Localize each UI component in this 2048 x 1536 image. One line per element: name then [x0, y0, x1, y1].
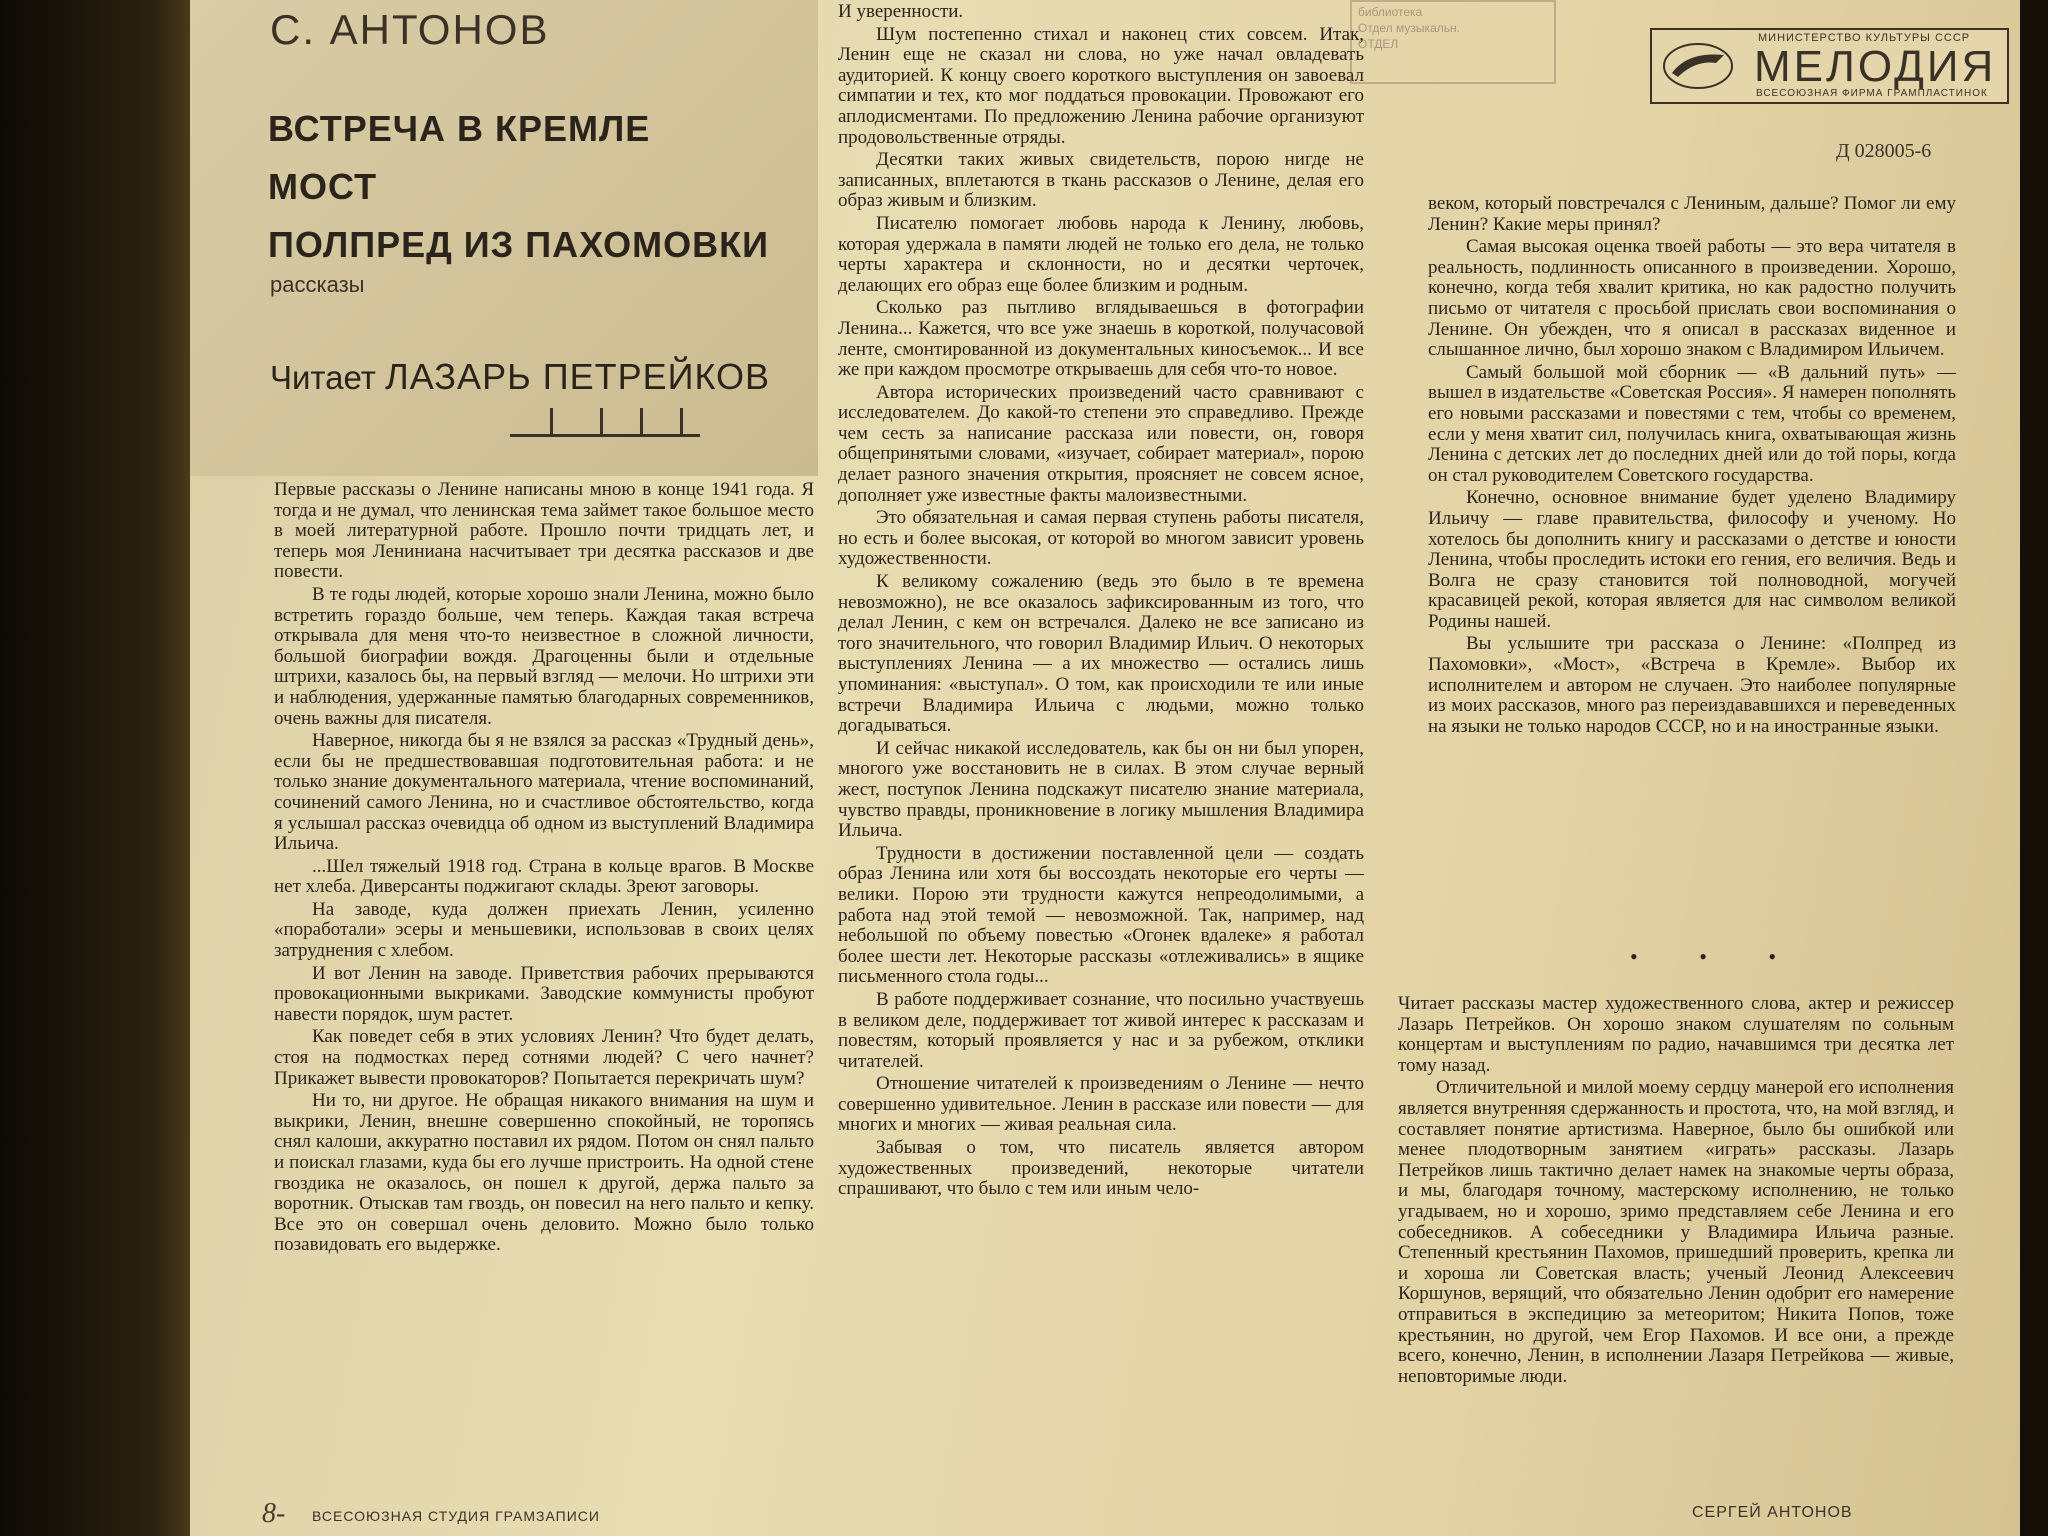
catalog-number: Д 028005-6: [1836, 140, 1932, 162]
paragraph: Конечно, основное внимание будет уделено Владимиру Ильичу — главе правительства, философу и ученому. Но хотелось бы дополнить книгу и рассказами о детстве и юности Ленина, чтобы проследить истоки его гения, его величия. Ведь и Волга не сразу становится той полноводной, могучей красавицей рекой, которая является для нас символом великой Родины нашей.: [1428, 487, 1956, 632]
tick-mark: [680, 408, 683, 434]
author-signature: СЕРГЕЙ АНТОНОВ: [1692, 1504, 1853, 1521]
melodiya-label: [1650, 28, 2009, 104]
studio-credit: ВСЕСОЮЗНАЯ СТУДИЯ ГРАМЗАПИСИ: [312, 1508, 600, 1524]
reader-name: ЛАЗАРЬ ПЕТРЕЙКОВ: [385, 356, 771, 397]
text-column-3-lower: [1398, 994, 1954, 1389]
author-name: С. АНТОНОВ: [270, 6, 550, 53]
text-column-2: [838, 2, 1364, 1202]
stamp-line: ОТДЕЛ: [1358, 37, 1399, 51]
section-separator: • • •: [1630, 944, 1805, 969]
title-panel: [190, 0, 818, 476]
paragraph: Шум постепенно стихал и наконец стих совсем. Итак, Ленин еще не сказал ни слова, но уже начал овладевать аудиторией. К концу своего короткого выступления он завоевал симпатии и тех, кто мог поддаться провокации. Провожают его аплодисментами. По предложению Ленина рабочие организуют продовольственные отряды.: [838, 23, 1364, 148]
text-column-3: [1428, 194, 1956, 739]
paragraph: Самый большой мой сборник — «В дальний путь» — вышел в издательстве «Советская Россия». Я намерен пополнять его новыми рассказами и повестями с тем, чтобы со временем, если у меня хватит сил, получилась книга, охватывающая жизнь Ленина с детских лет до последних дней или до той поры, когда он стал руководителем Советского государства.: [1428, 361, 1956, 486]
paragraph: К великому сожалению (ведь это было в те времена невозможно), не все оказалось зафиксированным из того, что делал Ленин, с кем он встречался. Далеко не все записано из того значительного, что говорил Владимир Ильич. О некоторых выступлениях Ленина — а их множество — остались лишь упоминания: «выступал». О том, как происходили те или иные встречи Владимира Ильича с людьми, можно только догадываться.: [838, 571, 1364, 737]
title-3: ПОЛПРЕД ИЗ ПАХОМОВКИ: [268, 224, 770, 265]
paragraph: В работе поддерживает сознание, что посильно участвуешь в великом деле, поддерживает тот живой интерес к рассказам и повестям, который проявляется у нас и за рубежом, отклики читателей.: [838, 988, 1364, 1072]
paragraph: В те годы людей, которые хорошо знали Ленина, можно было встретить гораздо больше, чем теперь. Каждая такая встреча открывала для меня что-то неизвестное в сложной личности, большой биографии вождя. Драгоценны были и отдельные штрихи, казалось бы, на первый взгляд — мелочи. Но штрихи эти и наблюдения, удержанные памятью благодарных современников, очень важны для писателя.: [274, 583, 814, 729]
label-firm: ВСЕСОЮЗНАЯ ФИРМА ГРАМПЛАСТИНОК: [1756, 88, 1988, 99]
tick-mark: [600, 408, 603, 434]
tick-mark: [640, 408, 643, 434]
paragraph: Читает рассказы мастер художественного слова, актер и режиссер Лазарь Петрейков. Он хорошо знаком слушателям по сольным концертам и выступлениям по радио, начавшимся три десятка лет тому назад.: [1398, 993, 1954, 1076]
paragraph: ...Шел тяжелый 1918 год. Страна в кольце врагов. В Москве нет хлеба. Диверсанты поджигают склады. Зреют заговоры.: [274, 855, 814, 898]
paragraph: Сколько раз пытливо вглядываешься в фотографии Ленина... Кажется, что все уже знаешь в короткой, получасовой ленте, смонтированной из документальных киносъемок... И все же при каждом просмотре открываешь для себя что-то новое.: [838, 297, 1364, 381]
paragraph: Вы услышите три рассказа о Ленине: «Полпред из Пахомовки», «Мост», «Встреча в Кремле». Выбор их исполнителем и автором не случаен. Это наиболее популярные из моих рассказов, много раз переиздававшихся и переведенных на языки не только народов СССР, но и на иностранные языки.: [1428, 633, 1956, 737]
label-brand: МЕЛОДИЯ: [1754, 42, 1997, 91]
photo-background-right: [2020, 0, 2048, 1536]
story-titles: [268, 100, 769, 274]
paragraph: И уверенности.: [838, 1, 964, 22]
paragraph: Это обязательная и самая первая ступень работы писателя, но есть и более высокая, от которой во многом зависит уровень художественности.: [838, 507, 1364, 570]
paragraph: Отличительной и милой моему сердцу манерой его исполнения является внутренняя сдержанность и простота, что, на мой взгляд, и составляет понятие артистизма. Наверное, было бы ошибкой или менее плодотворным занятием «играть» рассказы. Лазарь Петрейков лишь тактично делает намек на знакомые черты образа, и мы, благодаря точному, мастерскому исполнению, не только угадываем, но и хорошо, зримо представляем себе Ленина и его собеседников. А собеседники у Владимира Ильича разные. Степенный крестьянин Пахомов, пришедший проверить, крепка ли и хороша ли Советская власть; ученый Леонид Алексеевич Коршунов, верящий, что обязательно Ленин одобрит его намерение отправиться в экспедицию за метеоритом; Никита Попов, тоже крестьянин, но другой, чем Егор Пахомов. И все они, а прежде всего, конечно, Ленин, в исполнении Лазаря Петрейкова — живые, неповторимые люди.: [1398, 1077, 1954, 1387]
reader-line: [270, 356, 770, 398]
paragraph: Отношение читателей к произведениям о Ленине — нечто совершенно удивительное. Ленин в рассказе или повести — для многих и многих — живая реальная сила.: [838, 1073, 1364, 1136]
photo-background-left: [0, 0, 190, 1536]
paragraph: Самая высокая оценка твоей работы — это вера читателя в реальность, подлинность описанного в произведении. Хорошо, конечно, когда тебя хвалит критика, но как радостно получить письмо от читателя с просьбой прислать свои воспоминания о Ленине. Он убежден, что я описал в рассказах виденное и слышанное лично, был хорошо знаком с Владимиром Ильичем.: [1428, 236, 1956, 361]
text-column-1: [274, 480, 814, 1258]
paragraph: Забывая о том, что писатель является автором художественных произведений, некоторые читатели спрашивают, что было с тем или иным чело-: [838, 1137, 1364, 1200]
paragraph: Автора исторических произведений часто сравнивают с исследователем. До какой-то степени это справедливо. Прежде чем сесть за написание рассказа или повести, он, говоря общепринятыми словами, «изучает, собирает материал», порою делает разного значения открытия, проясняет не совсем ясное, дополняет уже известные факты малоизвестными.: [838, 381, 1364, 506]
paragraph: Писателю помогает любовь народа к Ленину, любовь, которая удержала в памяти людей не только его дела, не только черты характера и склонности, но и десятки черточек, делающих его образ еще более близким и родным.: [838, 212, 1364, 296]
stamp-line: библиотека: [1358, 5, 1423, 19]
paragraph: Первые рассказы о Ленине написаны мною в конце 1941 года. Я тогда и не думал, что ленинская тема займет такое большое место в моей литературной работе. Прошло почти тридцать лет, и теперь моя Лениниана насчитывает три десятка рассказов и две повести.: [274, 479, 814, 583]
label-ministry: МИНИСТЕРСТВО КУЛЬТУРЫ СССР: [1758, 32, 1971, 44]
library-stamp: [1350, 0, 1556, 84]
paragraph: Ни то, ни другое. Не обращая никакого внимания на шум и выкрики, Ленин, внешне совершенно спокойный, не торопясь снял калоши, аккуратно поставил их рядом. Потом он снял пальто и поискал глазами, куда бы его лучше пристроить. На одной стене гвоздика не оказалось, он пошел к другой, держа пальто за воротник. Отыскав там гвоздь, он повесил на него пальто и кепку. Все это он совершал очень деловито. Можно было только позавидовать его выдержке.: [274, 1090, 814, 1256]
handwritten-mark: 8-: [262, 1498, 286, 1529]
paragraph: Трудности в достижении поставленной цели — создать образ Ленина или хотя бы воссоздать некоторые его черты — велики. Порою эти трудности кажутся непреодолимыми, а работа над этой темой — невозможной. Так, например, над небольшой по объему повестью «Огонек вдалеке» я работал более шести лет. Некоторые рассказы «отлеживались» в ящике письменного стола годы...: [838, 842, 1364, 988]
paragraph: На заводе, куда должен приехать Ленин, усиленно «поработали» эсеры и меньшевики, использовав в своих целях затруднения с хлебом.: [274, 898, 814, 962]
decorative-ticks: [510, 400, 700, 437]
title-2: МОСТ: [268, 166, 378, 207]
paragraph: Наверное, никогда бы я не взялся за рассказ «Трудный день», если бы не предшествовавшая подготовительная работа: и не только знание документального материала, чтение воспоминаний, сочинений самого Ленина, но и счастливое обстоятельство, когда я услышал рассказ очевидца об одном из выступлений Владимира Ильича.: [274, 730, 814, 855]
paragraph: Как поведет себя в этих условиях Ленин? Что будет делать, стоя на подмостках перед сотнями людей? С чего начнет? Прикажет вывести провокаторов? Попытается перекричать шум?: [274, 1026, 814, 1089]
paragraph: веком, который повстречался с Лениным, дальше? Помог ли ему Ленин? Какие меры принял?: [1428, 193, 1956, 235]
record-sleeve: [190, 0, 2020, 1536]
reader-prefix: Читает: [270, 359, 376, 396]
melodiya-logo-icon: [1658, 37, 1738, 95]
paragraph: И вот Ленин на заводе. Приветствия рабочих прерываются провокационными выкриками. Заводские коммунисты пробуют навести порядок, шум растет.: [274, 962, 814, 1025]
title-1: ВСТРЕЧА В КРЕМЛЕ: [268, 108, 651, 149]
subtitle: рассказы: [270, 272, 365, 297]
stamp-line: Отдел музыкальн.: [1358, 21, 1460, 35]
tick-mark: [550, 408, 553, 434]
paragraph: Десятки таких живых свидетельств, порою нигде не записанных, вплетаются в ткань рассказов о Ленине, делая его образ живым и близким.: [838, 149, 1364, 212]
paragraph: И сейчас никакой исследователь, как бы он ни был упорен, многого уже восстановить не в силах. В этом случае верный жест, поступок Ленина подскажут писателю знание материала, чувство правды, проникновение в логику мышления Владимира Ильича.: [838, 737, 1364, 842]
